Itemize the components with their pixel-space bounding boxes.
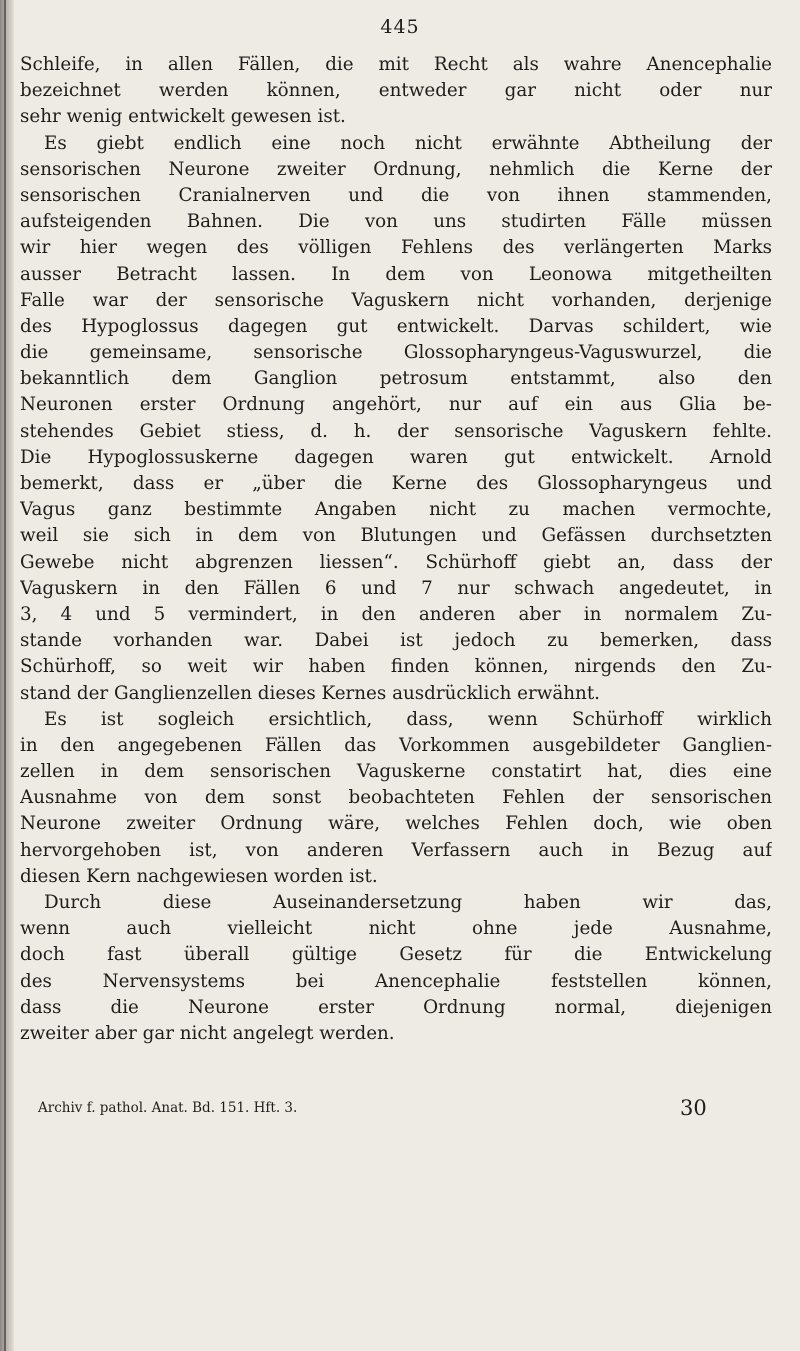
text-line: bemerkt, dass er „über die Kerne des Glossopharyngeus und bbox=[20, 473, 772, 494]
journal-reference: Archiv f. pathol. Anat. Bd. 151. Hft. 3. bbox=[38, 1100, 298, 1116]
text-line: stand der Ganglienzellen dieses Kernes ausdrücklich erwähnt. bbox=[20, 682, 600, 704]
text-line: Schürhoff, so weit wir haben finden können, nirgends den Zu- bbox=[20, 656, 772, 678]
text-line: zweiter aber gar nicht angelegt werden. bbox=[20, 1022, 395, 1044]
text-line: Durch diese Auseinandersetzung haben wir das, bbox=[44, 892, 772, 913]
page-number: 445 bbox=[380, 16, 420, 38]
text-line: Falle war der sensorische Vaguskern nicht vorhanden, derjenige bbox=[20, 289, 772, 311]
scan-binding-edge bbox=[0, 0, 14, 1351]
text-line: Gewebe nicht abgrenzen liessen“. Schürhoff giebt an, dass der bbox=[20, 551, 772, 573]
text-line: sehr wenig entwickelt gewesen ist. bbox=[20, 106, 346, 128]
text-line: sensorischen Cranialnerven und die von ihnen stammenden, bbox=[20, 184, 772, 206]
text-line: Die Hypoglossuskerne dagegen waren gut entwickelt. Arnold bbox=[20, 446, 772, 468]
binding-shadow-line bbox=[4, 0, 6, 1351]
text-line: Vaguskern in den Fällen 6 und 7 nur schwach angedeutet, in bbox=[20, 577, 772, 599]
text-line: des Hypoglossus dagegen gut entwickelt. Darvas schildert, wie bbox=[20, 315, 772, 337]
text-line: Neuronen erster Ordnung angehört, nur auf ein aus Glia be- bbox=[20, 394, 772, 416]
text-line: dass die Neurone erster Ordnung normal, diejenigen bbox=[20, 996, 772, 1018]
text-line: Vagus ganz bestimmte Angaben nicht zu machen vermochte, bbox=[20, 499, 772, 521]
text-line: sensorischen Neurone zweiter Ordnung, nehmlich die Kerne der bbox=[20, 158, 772, 180]
sheet-signature: 30 bbox=[680, 1096, 707, 1120]
text-line: hervorgehoben ist, von anderen Verfassern auch in Bezug auf bbox=[20, 839, 772, 861]
text-line: Neurone zweiter Ordnung wäre, welches Fehlen doch, wie oben bbox=[20, 813, 772, 835]
text-line: doch fast überall gültige Gesetz für die Entwickelung bbox=[20, 944, 772, 966]
text-line: bezeichnet werden können, entweder gar nicht oder nur bbox=[20, 80, 772, 102]
page-footer bbox=[38, 1098, 738, 1122]
text-line: wenn auch vielleicht nicht ohne jede Ausnahme, bbox=[20, 918, 772, 940]
text-line: Schleife, in allen Fällen, die mit Recht als wahre Anencephalie bbox=[20, 54, 772, 75]
text-line: die gemeinsame, sensorische Glossopharyngeus-Vaguswurzel, die bbox=[20, 342, 772, 364]
text-line: 3, 4 und 5 vermindert, in den anderen aber in normalem Zu- bbox=[20, 603, 772, 625]
text-line: wir hier wegen des völligen Fehlens des verlängerten Marks bbox=[20, 237, 772, 259]
text-line: Es giebt endlich eine noch nicht erwähnte Abtheilung der bbox=[44, 132, 772, 154]
text-line: stande vorhanden war. Dabei ist jedoch zu bemerken, dass bbox=[20, 630, 772, 652]
text-line: stehendes Gebiet stiess, d. h. der sensorische Vaguskern fehlte. bbox=[20, 420, 772, 442]
text-line: Ausnahme von dem sonst beobachteten Fehlen der sensorischen bbox=[20, 787, 772, 809]
text-line: in den angegebenen Fällen das Vorkommen ausgebildeter Ganglien- bbox=[20, 734, 772, 756]
text-line: diesen Kern nachgewiesen worden ist. bbox=[20, 865, 378, 887]
text-line: ausser Betracht lassen. In dem von Leonowa mitgetheilten bbox=[20, 263, 772, 285]
text-line: des Nervensystems bei Anencephalie feststellen können, bbox=[20, 970, 772, 992]
body-text bbox=[20, 52, 772, 1047]
text-line: aufsteigenden Bahnen. Die von uns studirten Fälle müssen bbox=[20, 211, 772, 233]
text-line: bekanntlich dem Ganglion petrosum entstammt, also den bbox=[20, 368, 772, 390]
text-line: Es ist sogleich ersichtlich, dass, wenn Schürhoff wirklich bbox=[44, 708, 772, 730]
text-line: zellen in dem sensorischen Vaguskerne constatirt hat, dies eine bbox=[20, 761, 772, 783]
text-line: weil sie sich in dem von Blutungen und Gefässen durchsetzten bbox=[20, 525, 772, 547]
